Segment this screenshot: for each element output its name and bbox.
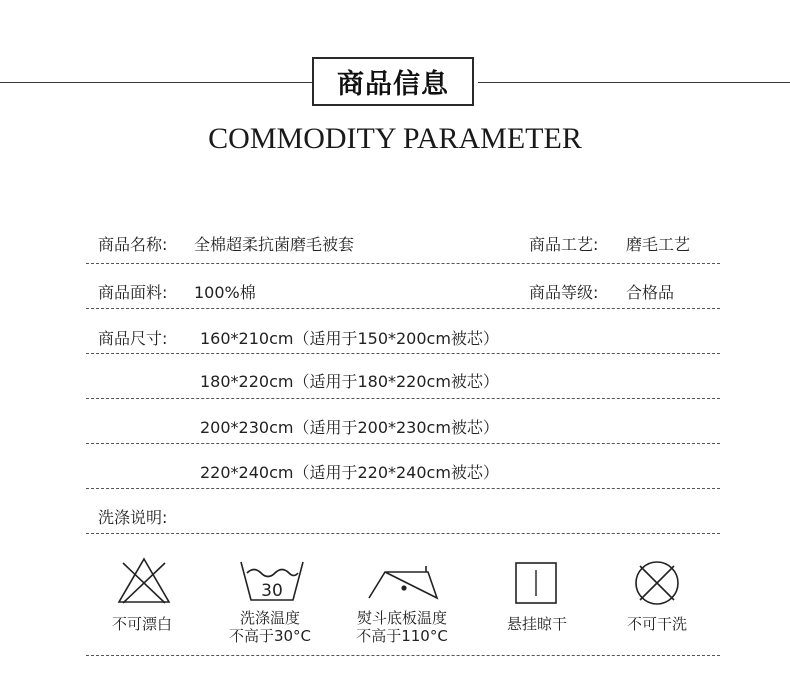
size-label: 商品尺寸: — [98, 329, 168, 348]
divider — [86, 443, 720, 444]
wash-temp-number: 30 — [261, 581, 283, 601]
divider — [86, 263, 720, 264]
iron-caption: 熨斗底板温度 — [356, 609, 447, 627]
size-item: 160*210cm（适用于150*200cm被芯） — [200, 329, 499, 348]
no-bleach-icon — [116, 556, 172, 606]
size-item: 180*220cm（适用于180*220cm被芯） — [200, 372, 499, 391]
wash-temp-caption: 洗涤温度 — [239, 609, 300, 627]
section-subtitle: COMMODITY PARAMETER — [208, 122, 582, 155]
fabric-label: 商品面料: — [98, 283, 168, 302]
hang-dry-icon — [514, 561, 558, 605]
craft-value: 磨毛工艺 — [626, 235, 691, 254]
name-label: 商品名称: — [98, 235, 168, 254]
iron-icon — [366, 562, 440, 602]
no-bleach-caption: 不可漂白 — [111, 615, 172, 633]
craft-label: 商品工艺: — [529, 235, 599, 254]
wash-label: 洗涤说明: — [98, 508, 168, 527]
divider — [86, 398, 720, 399]
section-title: 商品信息 — [312, 57, 474, 106]
divider — [86, 533, 720, 534]
divider — [86, 655, 720, 656]
header-rule-left — [0, 82, 312, 83]
wash-temp-caption: 不高于30°C — [228, 627, 312, 645]
size-item: 200*230cm（适用于200*230cm被芯） — [200, 418, 499, 437]
name-value: 全棉超柔抗菌磨毛被套 — [194, 235, 355, 254]
size-item: 220*240cm（适用于220*240cm被芯） — [200, 463, 499, 482]
no-dry-clean-caption: 不可干洗 — [626, 615, 687, 633]
divider — [86, 488, 720, 489]
hang-dry-caption: 悬挂晾干 — [506, 615, 567, 633]
divider — [86, 353, 720, 354]
no-dry-clean-icon — [632, 558, 682, 608]
iron-caption: 不高于110°C — [356, 627, 448, 645]
grade-value: 合格品 — [626, 283, 675, 302]
divider — [86, 308, 720, 309]
header-rule-right — [478, 82, 790, 83]
fabric-value: 100%棉 — [194, 283, 256, 302]
grade-label: 商品等级: — [529, 283, 599, 302]
wash-temp-icon — [239, 558, 305, 604]
